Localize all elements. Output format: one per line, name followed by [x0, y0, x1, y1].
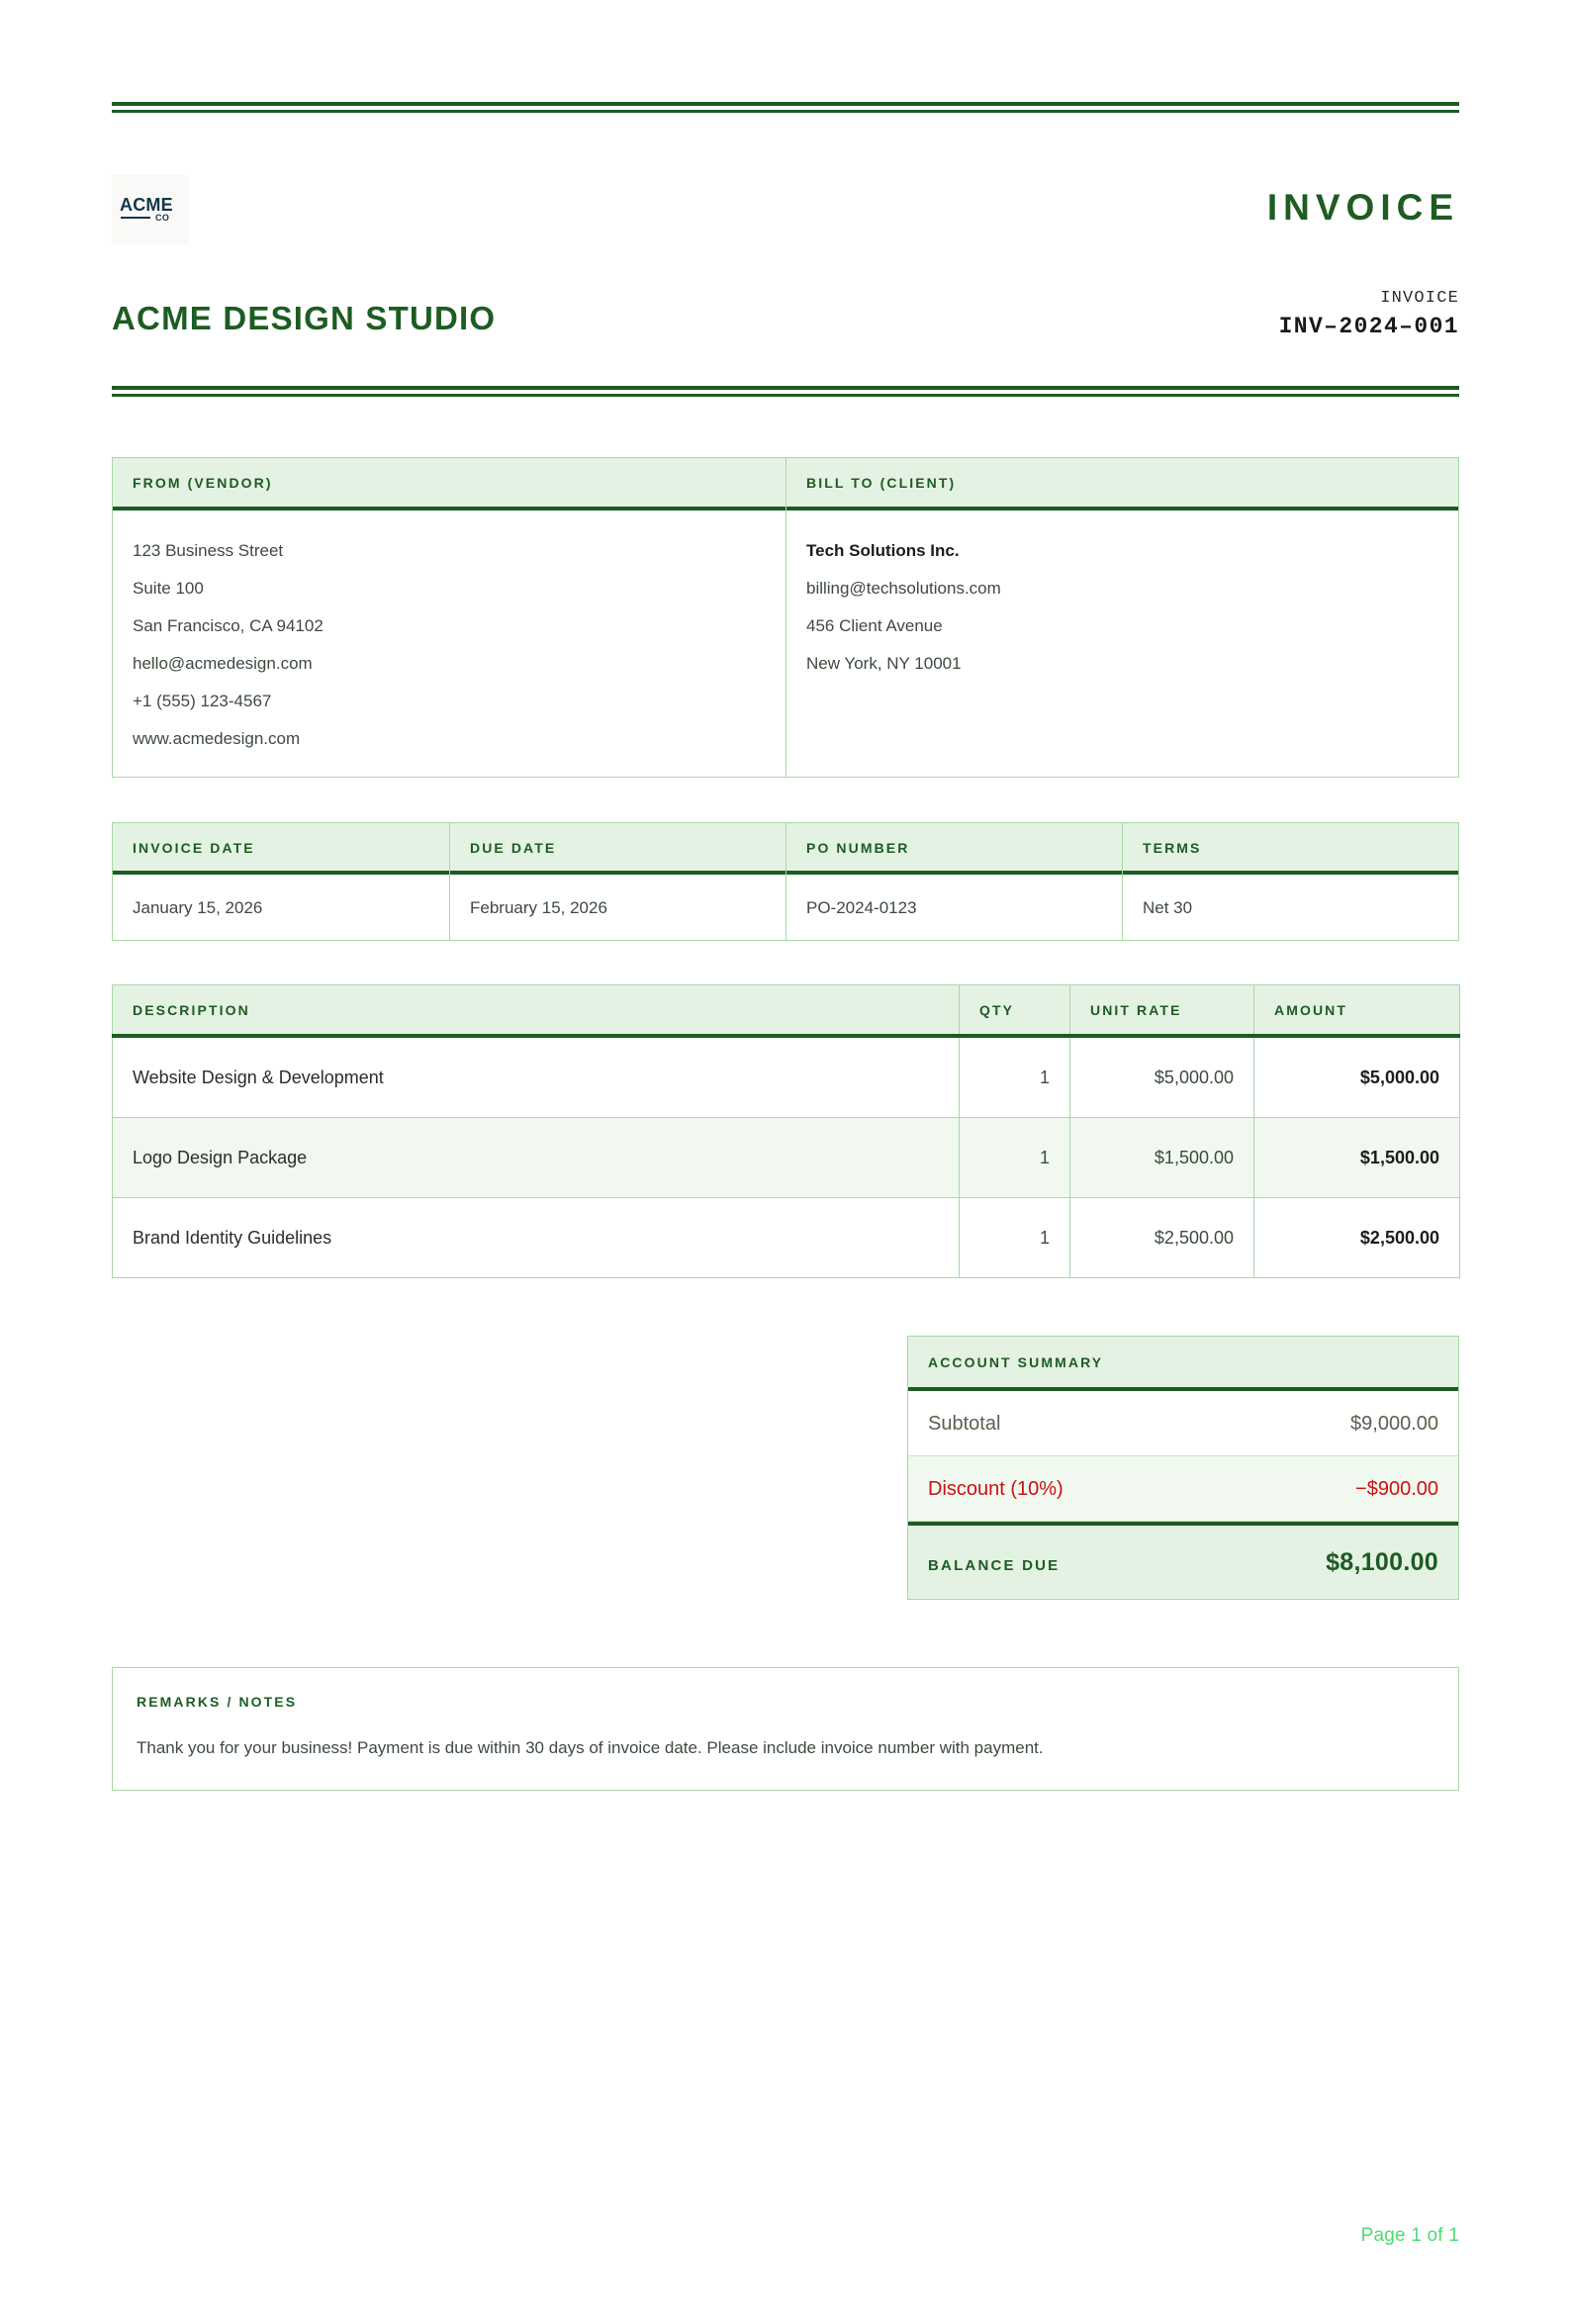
meta-label: PO NUMBER: [786, 823, 1122, 875]
column-header-unit-rate: UNIT RATE: [1070, 984, 1254, 1036]
item-qty: 1: [960, 1117, 1070, 1197]
summary-label: Subtotal: [928, 1412, 1001, 1435]
client-line: billing@techsolutions.com: [806, 578, 1001, 598]
remarks-panel: [112, 1667, 1459, 1792]
item-qty: 1: [960, 1036, 1070, 1118]
column-header-qty: QTY: [960, 984, 1070, 1036]
client-line: New York, NY 10001: [806, 653, 962, 673]
client-line: 456 Client Avenue: [806, 615, 943, 635]
svg-text:CO: CO: [155, 213, 170, 223]
column-header-amount: AMOUNT: [1254, 984, 1460, 1036]
line-items-table: [112, 984, 1460, 1278]
company-name: ACME DESIGN STUDIO: [112, 300, 497, 336]
page-title: INVOICE: [1266, 187, 1459, 228]
client-panel: [786, 458, 1458, 777]
item-qty: 1: [960, 1197, 1070, 1277]
header-divider: [112, 386, 1459, 397]
remarks-title: REMARKS / NOTES: [137, 1693, 298, 1710]
meta-invoice-date: [113, 823, 449, 940]
summary-value: −$900.00: [1355, 1477, 1438, 1500]
svg-text:ACME: ACME: [120, 195, 173, 215]
summary-heading: ACCOUNT SUMMARY: [908, 1337, 1458, 1391]
document-number-label: INVOICE: [1380, 289, 1459, 308]
meta-value: PO-2024-0123: [806, 897, 917, 917]
item-amount: $1,500.00: [1254, 1117, 1460, 1197]
vendor-heading: FROM (VENDOR): [113, 458, 786, 511]
vendor-line: +1 (555) 123-4567: [133, 691, 272, 710]
meta-value: Net 30: [1143, 897, 1193, 917]
vendor-panel: [113, 458, 786, 777]
company-logo: [112, 175, 189, 244]
document-number-value: INV–2024–001: [1278, 314, 1459, 340]
meta-value: February 15, 2026: [470, 897, 607, 917]
item-amount: $5,000.00: [1254, 1036, 1460, 1118]
invoice-header: [112, 175, 1459, 343]
item-unit-rate: $1,500.00: [1070, 1117, 1254, 1197]
summary-section: [112, 1336, 1459, 1600]
summary-row-subtotal: [908, 1391, 1458, 1456]
item-description: Logo Design Package: [113, 1117, 960, 1197]
parties-section: [112, 457, 1459, 778]
account-summary-panel: [907, 1336, 1459, 1600]
table-row: [113, 1036, 1460, 1118]
summary-value: $9,000.00: [1350, 1412, 1438, 1435]
vendor-body: [113, 511, 786, 777]
meta-value: January 15, 2026: [133, 897, 263, 917]
item-unit-rate: $2,500.00: [1070, 1197, 1254, 1277]
table-row: [113, 1197, 1460, 1277]
invoice-page: [0, 102, 1571, 2324]
column-header-description: DESCRIPTION: [113, 984, 960, 1036]
meta-label: DUE DATE: [450, 823, 786, 875]
client-heading: BILL TO (CLIENT): [786, 458, 1458, 511]
table-header-row: [113, 984, 1460, 1036]
meta-label: INVOICE DATE: [113, 823, 449, 875]
header-left: [112, 175, 920, 337]
table-row: [113, 1117, 1460, 1197]
balance-due-value: $8,100.00: [1326, 1547, 1438, 1576]
remarks-body: Thank you for your business! Payment is due within 30 days of invoice date. Please include invoice number with payment.: [137, 1737, 1044, 1757]
item-description: Brand Identity Guidelines: [133, 1227, 332, 1248]
summary-row-balance-due: [908, 1522, 1458, 1599]
item-description: Website Design & Development: [113, 1036, 960, 1118]
summary-row-discount: [908, 1456, 1458, 1522]
meta-po-number: [786, 823, 1122, 940]
vendor-line: 123 Business Street: [133, 540, 284, 560]
client-name: Tech Solutions Inc.: [806, 540, 960, 560]
balance-due-label: BALANCE DUE: [928, 1556, 1061, 1574]
vendor-line: hello@acmedesign.com: [133, 653, 313, 673]
top-divider: [112, 102, 1459, 113]
invoice-meta-strip: [112, 822, 1459, 941]
summary-label: Discount (10%): [928, 1477, 1063, 1500]
header-right: [1267, 175, 1459, 343]
vendor-line: Suite 100: [133, 578, 204, 598]
meta-label: TERMS: [1123, 823, 1458, 875]
vendor-line: San Francisco, CA 94102: [133, 615, 323, 635]
vendor-line: www.acmedesign.com: [133, 728, 301, 748]
item-unit-rate: $5,000.00: [1070, 1036, 1254, 1118]
page-footer: Page 1 of 1: [1360, 2225, 1459, 2246]
meta-terms: [1122, 823, 1458, 940]
item-amount: $2,500.00: [1254, 1197, 1460, 1277]
client-body: [786, 511, 1458, 713]
document-number-block: [1267, 287, 1459, 343]
meta-due-date: [449, 823, 786, 940]
acme-logo-icon: [119, 191, 182, 229]
